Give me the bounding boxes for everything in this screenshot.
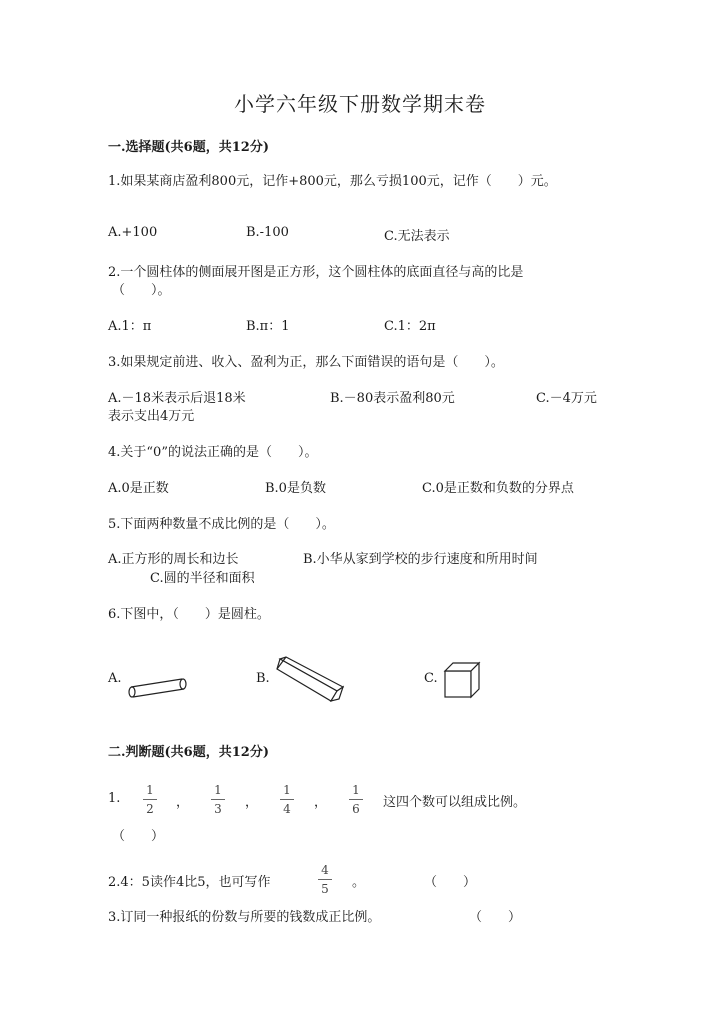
question-5: 5.下面两种数量不成比例的是（ ）。 [108, 517, 335, 532]
question-3: 3.如果规定前进、收入、盈利为正，那么下面错误的语句是（ ）。 [108, 355, 504, 370]
fraction-numerator: 1 [352, 783, 360, 797]
judgment-2-period: 。 [352, 875, 366, 890]
q5-option-a: A.正方形的周长和边长 [108, 552, 239, 567]
cylinder-rod-figure [126, 676, 192, 704]
q5-option-c: C.圆的半径和面积 [150, 571, 255, 586]
q6-option-a: A. [108, 671, 122, 686]
fraction-denominator: 2 [146, 802, 154, 816]
fraction-numerator: 4 [321, 863, 329, 877]
judgment-2-text: 2.4：5读作4比5，也可写作 [108, 875, 271, 890]
q2-option-b: B.π：1 [246, 319, 290, 334]
q4-option-b: B.0是负数 [265, 481, 326, 496]
q3-option-b: B.－80表示盈利80元 [330, 391, 455, 406]
fraction-numerator: 1 [146, 783, 154, 797]
judgment-2-answer-blank: （ ） [424, 875, 477, 890]
judgment-1-answer-blank: （ ） [112, 829, 165, 844]
q1-option-a: A.+100 [108, 225, 158, 240]
fraction-denominator: 6 [352, 802, 360, 816]
q3-option-a: A.－18米表示后退18米 [108, 391, 246, 406]
fraction-denominator: 3 [214, 802, 222, 816]
judgment-3-text: 3.订同一种报纸的份数与所要的钱数成正比例。 [108, 910, 381, 925]
page-title: 小学六年级下册数学期末卷 [234, 92, 486, 116]
q5-option-b: B.小华从家到学校的步行速度和所用时间 [303, 552, 538, 567]
fraction-four-fifths [315, 863, 335, 896]
question-6: 6.下图中，（ ）是圆柱。 [108, 607, 270, 622]
q3-option-c-cont: 表示支出4万元 [108, 409, 195, 424]
judgment-3-answer-blank: （ ） [469, 910, 522, 925]
q4-option-c: C.0是正数和负数的分界点 [422, 481, 574, 496]
q6-option-b: B. [256, 671, 270, 686]
q6-option-c: C. [424, 671, 438, 686]
triangular-prism-figure [273, 655, 349, 707]
q1-option-c: C.无法表示 [384, 229, 450, 244]
question-4: 4.关于“0”的说法正确的是（ ）。 [108, 445, 318, 460]
q2-option-c: C.1：2π [384, 319, 436, 334]
fraction-one-third [208, 783, 228, 816]
fraction-denominator: 4 [283, 802, 291, 816]
judgment-1-number: 1. [108, 791, 121, 806]
fraction-one-sixth [346, 783, 366, 816]
comma: ， [245, 795, 259, 810]
q2-option-a: A.1：π [108, 319, 152, 334]
q3-option-c: C.－4万元 [536, 391, 597, 406]
question-2-line2: （ ）。 [112, 283, 171, 298]
fraction-numerator: 1 [283, 783, 291, 797]
section-heading-choice: 一.选择题(共6题，共12分) [108, 140, 269, 155]
section-heading-judgment: 二.判断题(共6题，共12分) [108, 745, 269, 760]
fraction-denominator: 5 [321, 882, 329, 896]
fraction-one-quarter [277, 783, 297, 816]
question-1: 1.如果某商店盈利800元，记作+800元，那么亏损100元，记作（ ）元。 [108, 174, 557, 189]
comma: ， [176, 795, 190, 810]
cube-figure [443, 661, 487, 699]
fraction-numerator: 1 [214, 783, 222, 797]
judgment-1-text: 这四个数可以组成比例。 [383, 795, 527, 810]
q1-option-b: B.-100 [246, 225, 289, 240]
fraction-one-half [140, 783, 160, 816]
q4-option-a: A.0是正数 [108, 481, 169, 496]
question-2-line1: 2.一个圆柱体的侧面展开图是正方形，这个圆柱体的底面直径与高的比是 [108, 265, 524, 280]
comma: ， [314, 795, 328, 810]
